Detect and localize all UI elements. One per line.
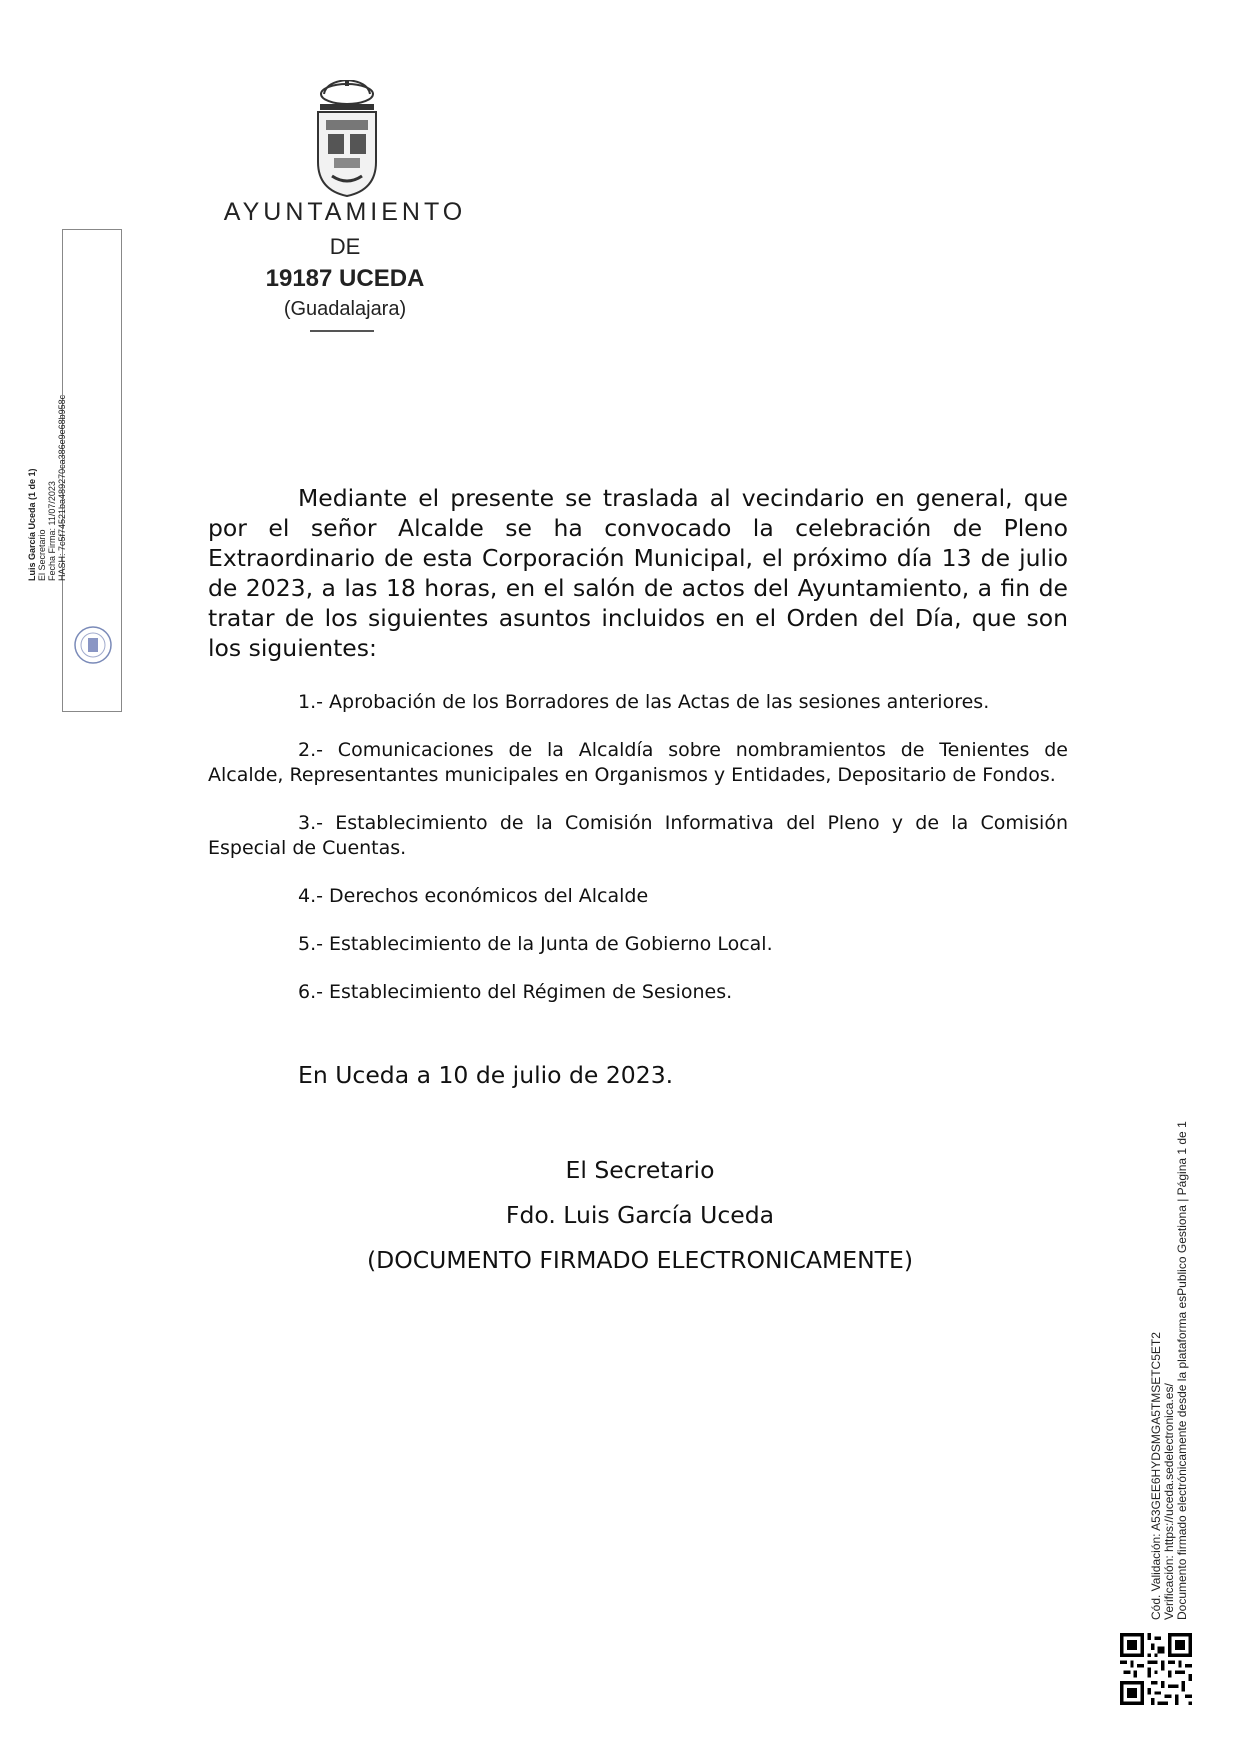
stamp-role: El Secretario — [37, 529, 47, 581]
signature-stamp-text — [27, 395, 67, 581]
validation-strip — [1150, 1121, 1189, 1620]
signature-role: El Secretario — [565, 1156, 715, 1184]
validation-url: Verificación: https://uceda.sedelectronica.es/ — [1162, 1383, 1176, 1620]
intro-paragraph: Mediante el presente se traslada al vecindario en general, que por el señor Alcalde se ha convocado la celebración de Pleno Extraordinario de esta Corporación Municipal, el próximo día 13 de julio de 2023, a las 18 horas, en el salón de actos del Ayuntamiento, a fin de tratar de los siguientes asuntos incluidos en el Orden del Día, que son los siguientes: — [208, 484, 1068, 662]
agenda-item: 1.- Aprobación de los Borradores de las Actas de las sesiones anteriores. — [298, 691, 990, 713]
stamp-signer: Luis García Uceda (1 de 1) — [27, 468, 37, 581]
closing-date: En Uceda a 10 de julio de 2023. — [298, 1061, 674, 1089]
seal-icon — [73, 625, 113, 665]
agenda-item: 2.- Comunicaciones de la Alcaldía sobre nombramientos de Tenientes de Alcalde, Representantes municipales en Organismos y Entidades, Depositario de Fondos. — [208, 739, 1068, 786]
stamp-date: Fecha Firma: 11/07/2023 — [47, 481, 57, 581]
stamp-hash: HASH: 7c5f74521ba489270ca386e9e68b958c — [57, 394, 67, 581]
org-de: DE — [329, 234, 361, 259]
signature-stamp — [27, 229, 122, 712]
signature-name: Fdo. Luis García Uceda — [505, 1201, 775, 1229]
validation-code: Cód. Validación: A53GEE6HYDSMGA5TMSETC5ET2 — [1149, 1332, 1163, 1620]
org-province: (Guadalajara) — [283, 298, 407, 320]
org-name: AYUNTAMIENTO — [223, 198, 467, 226]
letterhead-rule — [310, 330, 374, 332]
signature-note: (DOCUMENTO FIRMADO ELECTRONICAMENTE) — [366, 1246, 914, 1274]
validation-platform: Documento firmado electrónicamente desde la plataforma esPublico Gestiona | Página 1 de 1 — [1175, 1121, 1189, 1620]
agenda-item: 4.- Derechos económicos del Alcalde — [298, 885, 649, 907]
agenda-item: 5.- Establecimiento de la Junta de Gobierno Local. — [298, 933, 773, 955]
agenda-item: 3.- Establecimiento de la Comisión Informativa del Pleno y de la Comisión Especial de Cuentas. — [208, 812, 1068, 859]
org-town: 19187 UCEDA — [265, 265, 425, 292]
signature-block — [300, 1148, 980, 1283]
agenda-list — [208, 690, 1068, 1028]
agenda-item: 6.- Establecimiento del Régimen de Sesiones. — [298, 981, 733, 1003]
qr-code-icon[interactable] — [1120, 1633, 1192, 1705]
coat-of-arms-icon — [306, 80, 388, 198]
